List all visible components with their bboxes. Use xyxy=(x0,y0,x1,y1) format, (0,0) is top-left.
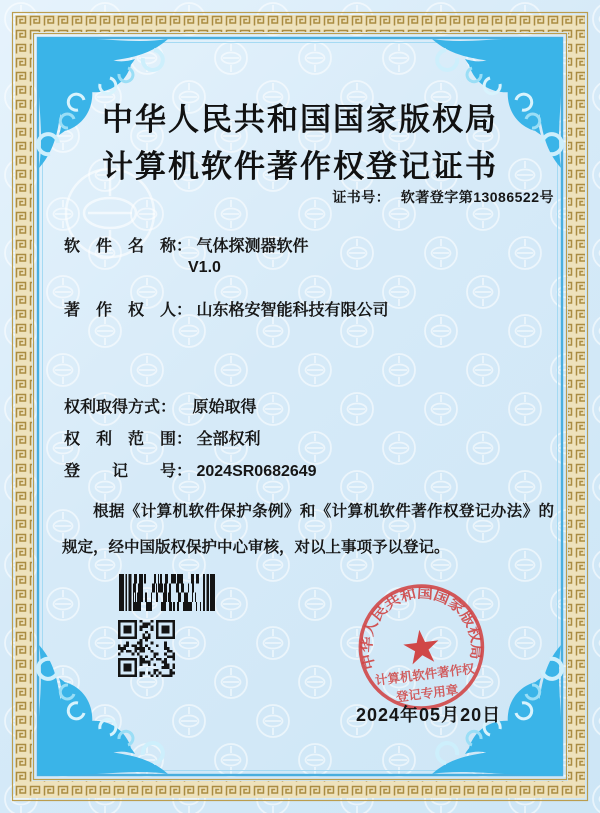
seal-star-icon: ★ xyxy=(397,618,446,676)
field-scope-value: 全部权利 xyxy=(196,431,261,448)
field-scope xyxy=(64,426,260,449)
issue-date: 2024年05月20日 xyxy=(356,705,502,725)
field-registration-number-label: 登 记 号： xyxy=(64,463,193,480)
certificate-number xyxy=(326,187,554,207)
seal-inner-line2: 登记专用章 xyxy=(395,682,459,705)
certificate-number-label: 证书号： xyxy=(332,189,391,205)
pdf417-barcode-icon xyxy=(119,574,215,611)
field-software-name-value: 气体探测器软件 xyxy=(196,238,309,255)
registration-statement: 根据《计算机软件保护条例》和《计算机软件著作权登记办法》的规定，经中国版权保护中心审核，对以上事项予以登记。 xyxy=(62,503,554,556)
field-acquisition-value: 原始取得 xyxy=(192,399,257,416)
field-copyright-owner-label: 著 作 权 人： xyxy=(64,302,193,319)
seal-ring-text: 中华人民共和国国家版权局 xyxy=(359,585,484,672)
field-software-name xyxy=(64,233,308,256)
field-software-name-label: 软 件 名 称： xyxy=(64,238,193,255)
field-scope-label: 权 利 范 围： xyxy=(64,431,193,448)
field-copyright-owner xyxy=(64,297,388,320)
field-acquisition xyxy=(64,394,256,417)
field-registration-number xyxy=(64,458,317,481)
field-acquisition-label: 权利取得方式： xyxy=(64,399,177,416)
field-registration-number-value: 2024SR0682649 xyxy=(196,463,317,480)
field-copyright-owner-value: 山东格安智能科技有限公司 xyxy=(196,302,389,319)
certificate-title: 计算机软件著作权登记证书 xyxy=(102,149,498,184)
qr-code-icon xyxy=(118,620,175,677)
field-software-version: V1.0 xyxy=(188,259,221,276)
certificate-number-value: 软著登字第13086522号 xyxy=(400,189,554,205)
authority-title: 中华人民共和国国家版权局 xyxy=(102,102,498,137)
seal-inner-line1: 计算机软件著作权 xyxy=(374,661,476,688)
